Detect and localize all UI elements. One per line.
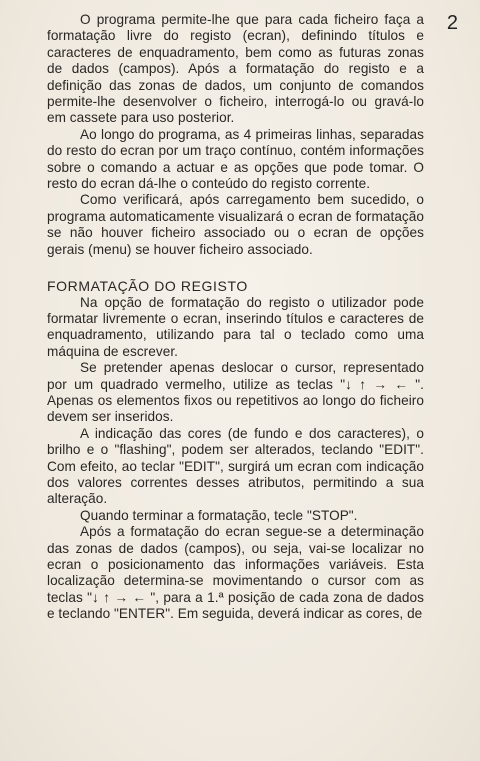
section-heading: FORMATAÇÃO DO REGISTO <box>47 278 248 295</box>
paragraph: Quando terminar a formatação, tecle "STOP". <box>80 507 358 523</box>
paragraph: Como verificará, após carregamento bem sucedido, o programa automaticamente visualizará o ecran de formatação se não houver ficheiro associado ou o ecran de opções gerais (menu) se houver ficheiro associado. <box>47 192 424 257</box>
paragraph: Ao longo do programa, as 4 primeiras linhas, separadas do resto do ecran por um traço contínuo, contém informações sobre o comando a actuar e as opções que pode tomar. O resto do ecran dá-lhe o conteúdo do registo corrente. <box>47 126 424 192</box>
paragraph: A indicação das cores (de fundo e dos caracteres), o brilho e o "flashing", podem ser alterados, teclando "EDIT". Com efeito, ao teclar "EDIT", surgirá um ecran com indicação dos valores correntes desses atributos, permitindo a sua alteração. <box>47 425 424 507</box>
page-number: 2 <box>446 12 458 34</box>
paragraph: Após a formatação do ecran segue-se a determinação das zonas de dados (campos), ou seja, vai-se localizar no ecran o posicionamento das informações variáveis. Esta localização determina-se movimentando o cursor com as teclas "↓ ↑ → ← ", para a 1.ª posição de cada zona de dados e teclando "ENTER". Em seguida, deverá indicar as cores, de <box>47 524 424 622</box>
paragraph: Se pretender apenas deslocar o cursor, representado por um quadrado vermelho, utilize as teclas "↓ ↑ → ← ". Apenas os elementos fixos ou repetitivos ao longo do ficheiro devem ser inseridos. <box>47 360 424 425</box>
body-text <box>47 12 424 623</box>
paragraph: Na opção de formatação do registo o utilizador pode formatar livremente o ecran, inserindo títulos e caracteres de enquadramento, utilizando para tal o teclado como uma máquina de escrever. <box>47 294 424 359</box>
paragraph: O programa permite-lhe que para cada ficheiro faça a formatação livre do registo (ecran), definindo títulos e caracteres de enquadramento, bem como as futuras zonas de dados (campos). Após a formatação do registo e a definição das zonas de dados, um conjunto de comandos permite-lhe desenvolver o ficheiro, interrogá-lo ou gravá-lo em cassete para uso posterior. <box>47 12 424 126</box>
